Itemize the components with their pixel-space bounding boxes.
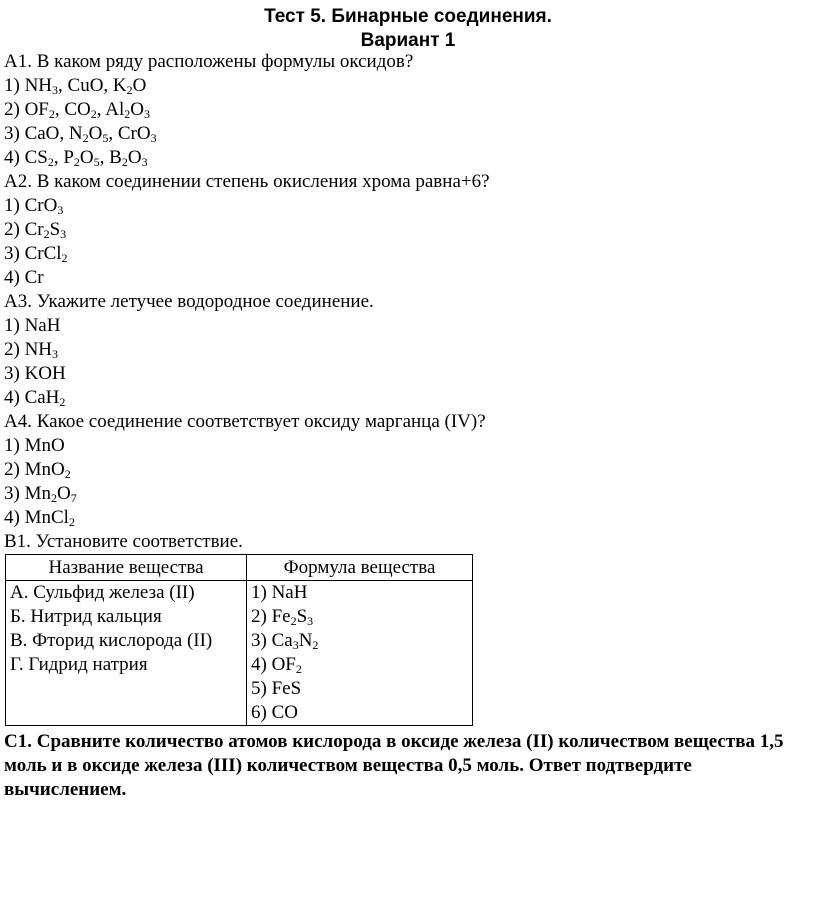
substance-formula: 1) NaH: [251, 582, 308, 603]
question-text: А2. В каком соединении степень окисления хрома равна+6?: [4, 171, 490, 192]
question-list: [4, 50, 490, 554]
substance-formula: 4) $OF_2$: [251, 654, 302, 676]
question-text: А4. Какое соединение соответствует оксиду марганца (IV)?: [4, 411, 486, 432]
substance-names-cell: [6, 581, 247, 726]
substance-formula: 6) CO: [251, 702, 298, 723]
substance-name: Б. Нитрид кальция: [10, 606, 162, 627]
answer-option: 1) CrO$_3$: [4, 195, 64, 217]
substance-formula: 5) FeS: [251, 678, 302, 699]
page-title: Тест 5. Бинарные соединения.: [264, 6, 552, 27]
answer-option: 4) $CS_2$, $P_2O_5$, $B_2O_3$: [4, 147, 148, 169]
answer-option: 2) MnO$_2$: [4, 459, 71, 481]
substance-name: В. Фторид кислорода (II): [10, 630, 213, 651]
table-header-formula: Формула вещества: [247, 555, 473, 581]
answer-option: 2) $OF_2$, $CO_2$, $Al_2O_3$: [4, 99, 150, 121]
answer-option: 3) KOH: [4, 363, 66, 384]
answer-option: 3) CaO, $N_2O_5$, CrO$_3$: [4, 123, 157, 145]
substance-formulas-cell: [247, 581, 473, 726]
answer-option: 4) Cr: [4, 267, 44, 288]
table-header-row: [6, 555, 473, 581]
answer-option: 2) $NH_3$: [4, 339, 59, 361]
answer-option: 2) $Cr_2S_3$: [4, 219, 67, 241]
table-header-name: Название вещества: [6, 555, 247, 581]
answer-option: 4) CaH$_2$: [4, 387, 66, 409]
substance-name: Г. Гидрид натрия: [10, 654, 148, 675]
question-text: А3. Укажите летучее водородное соединение.: [4, 291, 374, 312]
substance-formula: 3) $Ca_3N_2$: [251, 630, 319, 652]
table-body-row: [6, 581, 473, 726]
answer-option: 3) CrCl$_2$: [4, 243, 68, 265]
question-c1: С1. Сравните количество атомов кислорода в оксиде железа (II) количеством вещества 1,5 моль и в оксиде железа (III) количеством вещества 0,5 моль. Ответ подтвердите вычислением.: [4, 731, 784, 800]
answer-option: 3) $Mn_2O_7$: [4, 483, 77, 505]
variant-title: Вариант 1: [360, 30, 456, 51]
question-text: В1. Установите соответствие.: [4, 531, 243, 552]
substance-formula: 2) $Fe_2S_3$: [251, 606, 314, 628]
answer-option: 1) NaH: [4, 315, 61, 336]
answer-option: 1) MnO: [4, 435, 65, 456]
answer-option: 4) MnCl$_2$: [4, 507, 75, 529]
matching-table: [5, 554, 473, 726]
substance-name: А. Сульфид железа (II): [10, 582, 195, 603]
answer-option: 1) $NH_3$, CuO, $K_2O$: [4, 75, 147, 97]
question-text: А1. В каком ряду расположены формулы оксидов?: [4, 51, 414, 72]
